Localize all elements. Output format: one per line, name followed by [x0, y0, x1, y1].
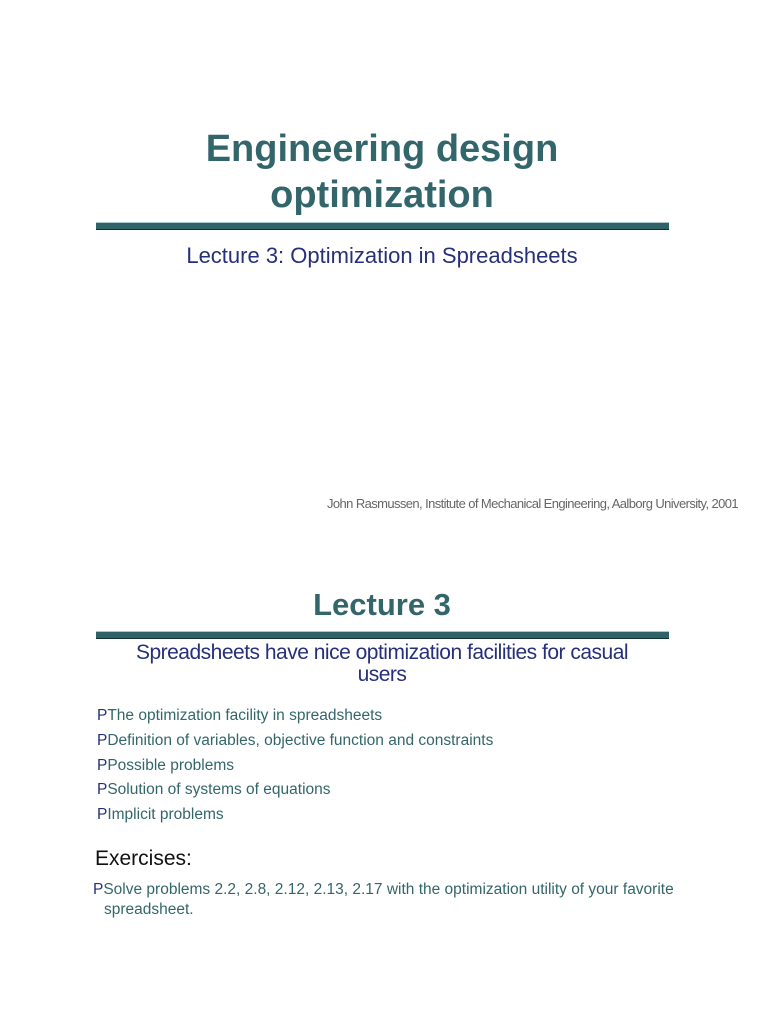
- bullet-marker: P: [97, 756, 108, 774]
- list-item-text: The optimization facility in spreadsheets: [107, 707, 383, 724]
- exercise-text-line2: spreadsheet.: [104, 901, 194, 918]
- list-item: [97, 754, 697, 779]
- bullet-marker: P: [97, 707, 108, 724]
- slide1-title: [0, 126, 764, 218]
- list-item-text: Definition of variables, objective function and constraints: [107, 731, 494, 749]
- list-item: [97, 778, 697, 803]
- exercise-item: [93, 880, 733, 920]
- list-item: [97, 729, 697, 754]
- bullet-marker: P: [97, 806, 108, 824]
- list-item-text: Possible problems: [107, 756, 234, 774]
- lecture-divider: [96, 631, 669, 638]
- list-item: [97, 803, 697, 828]
- slide1-title-line2: optimization: [270, 174, 494, 216]
- exercise-text-line1: Solve problems 2.2, 2.8, 2.12, 2.13, 2.17 with the optimization utility of your favorite: [103, 881, 674, 898]
- list-item: [97, 704, 697, 729]
- slide2-title: Lecture 3: [313, 587, 451, 622]
- bullet-marker: P: [97, 731, 108, 749]
- slide2-tagline: [110, 642, 654, 686]
- list-item-text: Implicit problems: [107, 806, 224, 824]
- tagline-line1: Spreadsheets have nice optimization facilities for casual: [135, 641, 629, 664]
- topic-list: [97, 704, 697, 828]
- bullet-marker: P: [93, 881, 104, 898]
- title-divider: [96, 222, 669, 229]
- tagline-line2: users: [357, 663, 407, 686]
- bullet-marker: P: [97, 781, 108, 799]
- slide1-subtitle: Lecture 3: Optimization in Spreadsheets: [186, 243, 578, 268]
- exercises-heading: Exercises:: [95, 847, 192, 870]
- list-item-text: Solution of systems of equations: [107, 781, 331, 799]
- author-credit: John Rasmussen, Institute of Mechanical Engineering, Aalborg University, 2001: [327, 496, 738, 511]
- slide1-title-line1: Engineering design: [205, 128, 559, 170]
